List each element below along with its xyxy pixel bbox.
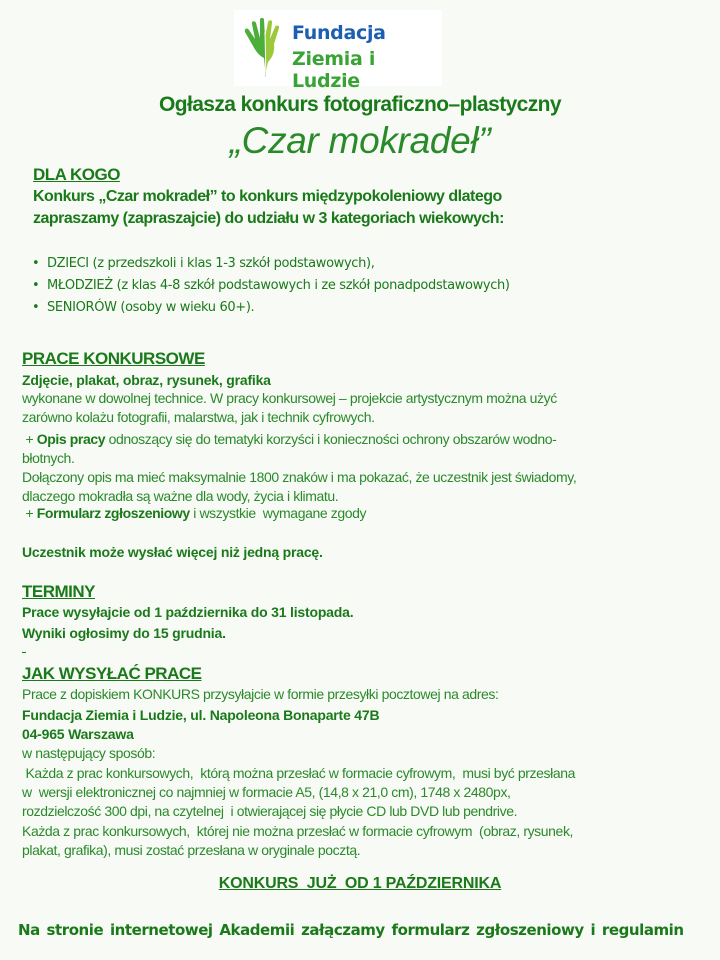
stray-underline-mark bbox=[22, 652, 26, 653]
formularz-label: Formularz zgłoszeniowy bbox=[36, 505, 190, 521]
prace-text-line: błotnych. bbox=[22, 450, 75, 466]
contest-start-banner: KONKURS JUŻ OD 1 PAŹDZIERNIKA bbox=[218, 875, 502, 892]
jak-detail-line: Każda z prac konkursowych, której nie można przesłać w formacie cyfrowym (obraz, rysunek, bbox=[22, 823, 574, 839]
logo-text-fundacja: Fundacja bbox=[292, 22, 386, 44]
terminy-line-1: Prace wysyłajcie od 1 października do 31 listopada. bbox=[22, 604, 354, 620]
jak-intro: Prace z dopiskiem KONKURS przysyłajcie w formie przesyłki pocztowej na adres: bbox=[22, 686, 499, 702]
address-line-2: 04-965 Warszawa bbox=[22, 726, 134, 742]
logo-text-ziemia-i-ludzie: Ziemia i Ludzie bbox=[292, 48, 376, 92]
foundation-logo bbox=[234, 10, 442, 92]
jak-detail-line: plakat, grafika), musi zostać przesłana w oryginale pocztą. bbox=[22, 842, 361, 858]
section-heading-dla-kogo: DLA KOGO bbox=[33, 165, 120, 184]
formularz-text: i wszystkie wymagane zgody bbox=[189, 505, 367, 521]
dla-kogo-line-2: zapraszamy (zapraszajcie) do udziału w 3 kategoriach wiekowych: bbox=[33, 210, 504, 227]
opis-pracy-text: odnoszący się do tematyki korzyści i konieczności ochrony obszarów wodno- bbox=[105, 431, 557, 447]
section-heading-terminy: TERMINY bbox=[22, 582, 95, 601]
age-categories-list bbox=[32, 253, 510, 319]
category-item bbox=[32, 275, 510, 297]
opis-pracy-label: Opis pracy bbox=[36, 431, 106, 447]
category-text: SENIORÓW (osoby w wieku 60+). bbox=[47, 300, 255, 315]
jak-detail-line: Każda z prac konkursowych, którą można przesłać w formacie cyfrowym, musi być przesłana bbox=[22, 765, 575, 781]
category-text: MŁODZIEŻ (z klas 4-8 szkół podstawowych i ze szkół ponadpodstawowych) bbox=[47, 278, 510, 293]
category-item bbox=[32, 297, 510, 319]
category-text: DZIECI (z przedszkoli i klas 1-3 szkół podstawowych), bbox=[47, 256, 375, 271]
category-item bbox=[32, 253, 510, 275]
jak-detail-line: w wersji elektronicznej co najmniej w formacie A5, (14,8 x 21,0 cm), 1748 x 2480px, bbox=[22, 784, 511, 800]
website-note: Na stronie internetowej Akademii załączamy formularz zgłoszeniowy i regulamin bbox=[18, 921, 684, 939]
prace-subheading: Zdjęcie, plakat, obraz, rysunek, grafika bbox=[22, 372, 271, 388]
jak-way: w następujący sposób: bbox=[22, 745, 156, 761]
terminy-line-2: Wyniki ogłosimy do 15 grudnia. bbox=[22, 625, 226, 641]
multiple-entries-note: Uczestnik może wysłać więcej niż jedną pracę. bbox=[22, 544, 323, 560]
announcement-headline: Ogłasza konkurs fotograficzno–plastyczny bbox=[159, 93, 561, 116]
address-line-1: Fundacja Ziemia i Ludzie, ul. Napoleona Bonaparte 47B bbox=[22, 707, 380, 723]
prace-text-line: dlaczego mokradła są ważne dla wody, życia i klimatu. bbox=[22, 488, 339, 504]
prace-text-line: wykonane w dowolnej technice. W pracy konkursowej – projekcie artystycznym można użyć bbox=[22, 390, 557, 406]
bullet-icon: • bbox=[32, 278, 40, 293]
plus-prefix: + bbox=[22, 505, 37, 521]
hand-leaf-icon bbox=[242, 18, 288, 80]
contest-title: „Czar mokradeł” bbox=[229, 120, 491, 161]
bullet-icon: • bbox=[32, 256, 40, 271]
jak-detail-line: rozdzielczość 300 dpi, na czytelnej i otwierającej się płycie CD lub DVD lub pendrive. bbox=[22, 803, 518, 819]
prace-text-line: zarówno kolażu fotografii, malarstwa, jak i technik cyfrowych. bbox=[22, 409, 375, 425]
prace-text-line: Dołączony opis ma mieć maksymalnie 1800 znaków i ma pokazać, że uczestnik jest świadomy, bbox=[22, 469, 577, 485]
formularz-line bbox=[22, 505, 366, 521]
dla-kogo-line-1: Konkurs „Czar mokradeł” to konkurs międzypokoleniowy dlatego bbox=[33, 188, 502, 205]
bullet-icon: • bbox=[32, 300, 40, 315]
opis-pracy-line bbox=[22, 431, 556, 447]
section-heading-jak-wysylac: JAK WYSYŁAĆ PRACE bbox=[22, 664, 202, 683]
section-heading-prace: PRACE KONKURSOWE bbox=[22, 349, 205, 368]
plus-prefix: + bbox=[22, 431, 37, 447]
